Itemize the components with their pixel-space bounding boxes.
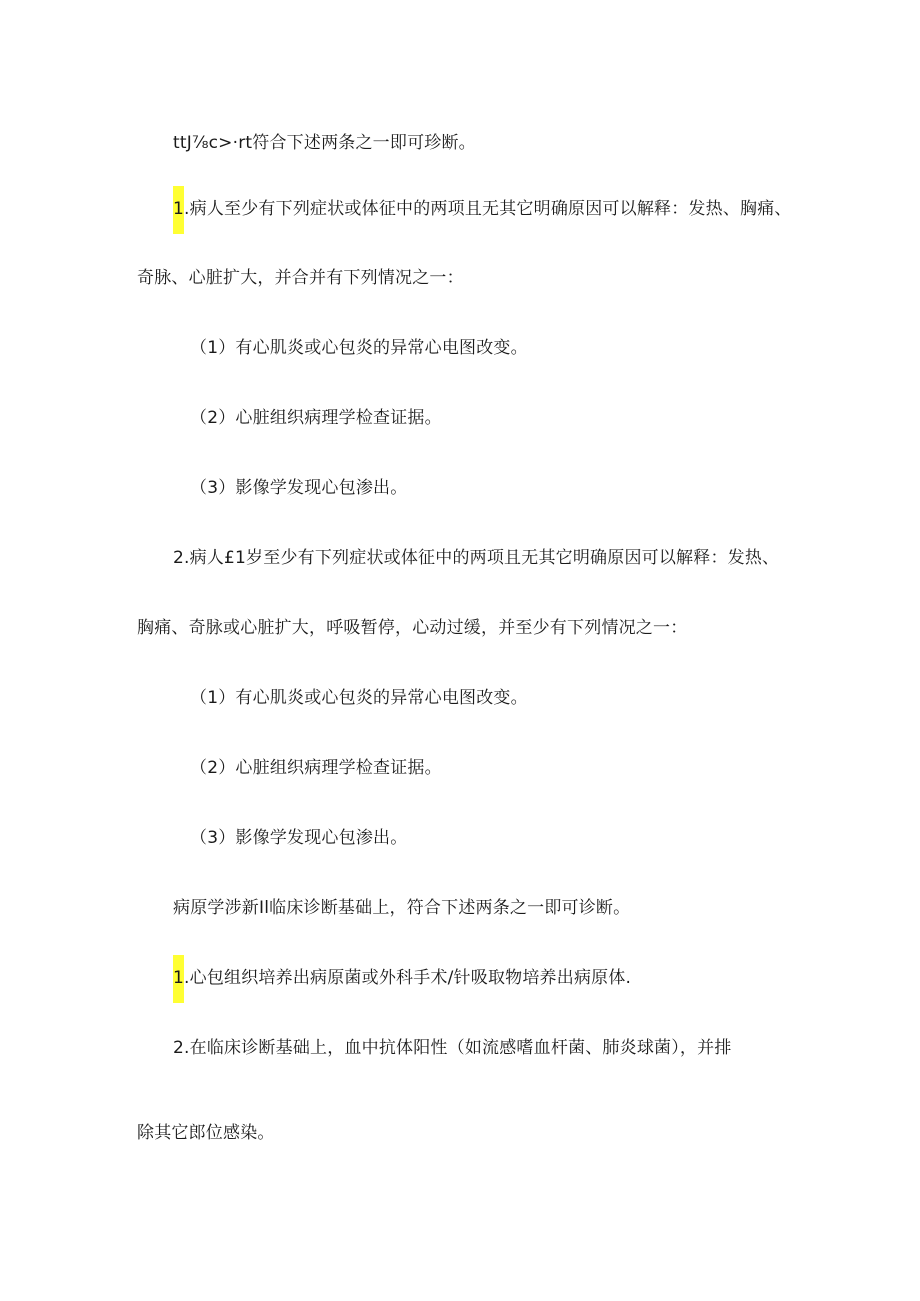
highlighted-marker: 1 (173, 186, 184, 234)
line-text: （2）心脏组织病理学检查证据。 (190, 408, 442, 428)
paragraph-line-pathogen-diagnosis (173, 897, 630, 919)
line-text: （1）有心肌炎或心包炎的异常心电图改变。 (190, 688, 528, 708)
line-text: 胸痛、奇脉或心脏扩大，呼吸暂停，心动过缓，并至少有下列情况之一： (137, 618, 688, 638)
line-text: （2）心脏组织病理学检查证据。 (190, 758, 442, 778)
line-text: .心包组织培养出病原菌或外科手术/针吸取物培养出病原体. (184, 968, 632, 988)
paragraph-line-criterion-2-cont (137, 617, 687, 639)
line-text: （1）有心肌炎或心包炎的异常心电图改变。 (190, 338, 528, 358)
list-item-2-2 (190, 757, 442, 779)
line-text: .病人至少有下列症状或体征中的两项且无其它明确原因可以解释：发热、胸痛、 (184, 199, 792, 219)
paragraph-line-criterion-1 (173, 198, 792, 220)
line-text: 除其它郎位感染。 (137, 1123, 275, 1143)
list-item-1-2 (190, 407, 442, 429)
list-item-2-1 (190, 687, 528, 709)
paragraph-line-pathogen-1 (173, 967, 631, 989)
line-text: 奇脉、心脏扩大，并合并有下列情况之一： (137, 268, 464, 288)
paragraph-line-criterion-1-cont (137, 267, 464, 289)
paragraph-line-criterion-2 (173, 547, 779, 569)
paragraph-line-pathogen-2-cont (137, 1122, 275, 1144)
line-text: 2.在临床诊断基础上，血中抗体阳性（如流感嗜血杆菌、肺炎球菌），并排 (173, 1038, 732, 1058)
line-text: 2.病人£1岁至少有下列症状或体征中的两项且无其它明确原因可以解释：发热、 (173, 548, 780, 568)
list-item-1-3 (190, 477, 407, 499)
paragraph-line-clinical-criteria (173, 132, 476, 154)
line-text: （3）影像学发现心包渗出。 (190, 478, 408, 498)
line-text: 病原学涉新Il临床诊断基础上，符合下述两条之一即可诊断。 (173, 898, 631, 918)
line-text: （3）影像学发现心包渗出。 (190, 828, 408, 848)
paragraph-line-pathogen-2 (173, 1037, 732, 1059)
list-item-2-3 (190, 827, 407, 849)
highlighted-marker: 1 (173, 955, 184, 1003)
line-text: ttJ⅞c>·rt符合下述两条之一即可珍断。 (173, 133, 476, 153)
list-item-1-1 (190, 337, 528, 359)
